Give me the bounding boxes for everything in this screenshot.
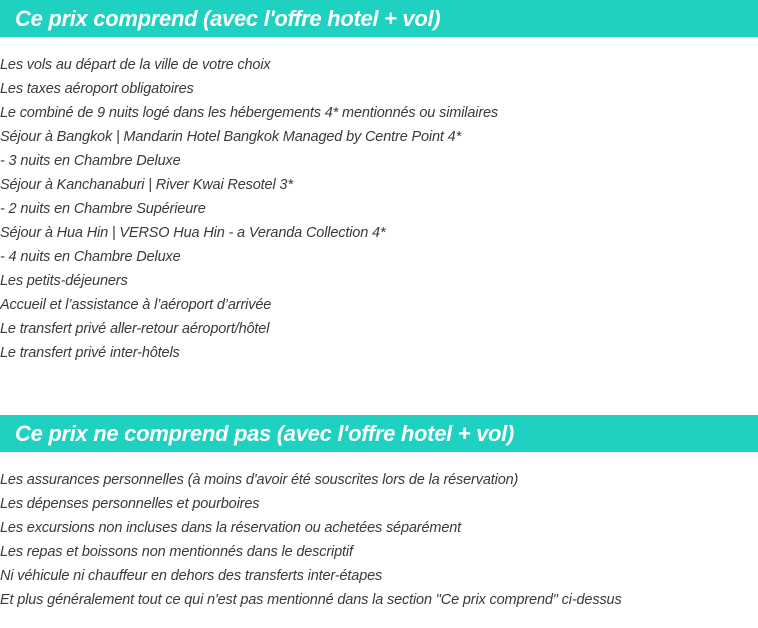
excluded-list xyxy=(0,468,758,612)
included-item: - 4 nuits en Chambre Deluxe xyxy=(0,249,181,265)
included-title: Ce prix comprend (avec l'offre hotel + vol) xyxy=(15,5,441,31)
included-item: - 2 nuits en Chambre Supérieure xyxy=(0,201,206,217)
included-item: Le transfert privé inter-hôtels xyxy=(0,345,180,361)
included-item: Les taxes aéroport obligatoires xyxy=(0,81,194,97)
included-item: Les petits-déjeuners xyxy=(0,273,128,289)
included-item: Le transfert privé aller-retour aéroport/hôtel xyxy=(0,321,270,337)
included-item: Séjour à Bangkok | Mandarin Hotel Bangkok Managed by Centre Point 4* xyxy=(0,129,462,145)
included-item: Accueil et l’assistance à l’aéroport d’arrivée xyxy=(0,297,272,313)
included-item: Les vols au départ de la ville de votre choix xyxy=(0,57,271,73)
excluded-title: Ce prix ne comprend pas (avec l'offre hotel + vol) xyxy=(15,420,515,446)
included-list xyxy=(0,53,758,365)
excluded-item: Les excursions non incluses dans la réservation ou achetées séparément xyxy=(0,520,462,536)
excluded-item: Les repas et boissons non mentionnés dans le descriptif xyxy=(0,544,353,560)
excluded-item: Les assurances personnelles (à moins d'avoir été souscrites lors de la réservation) xyxy=(0,472,519,488)
excluded-item: Les dépenses personnelles et pourboires xyxy=(0,496,260,512)
included-item: - 3 nuits en Chambre Deluxe xyxy=(0,153,181,169)
included-item: Séjour à Hua Hin | VERSO Hua Hin - a Veranda Collection 4* xyxy=(0,225,386,241)
included-item: Séjour à Kanchanaburi | River Kwai Resotel 3* xyxy=(0,177,293,193)
excluded-header xyxy=(0,415,758,452)
excluded-item: Et plus généralement tout ce qui n'est pas mentionné dans la section "Ce prix comprend" ci-dessus xyxy=(0,592,622,608)
included-item: Le combiné de 9 nuits logé dans les hébergements 4* mentionnés ou similaires xyxy=(0,105,499,121)
excluded-item: Ni véhicule ni chauffeur en dehors des transferts inter-étapes xyxy=(0,568,383,584)
included-header xyxy=(0,0,758,37)
excluded-section xyxy=(0,415,758,612)
